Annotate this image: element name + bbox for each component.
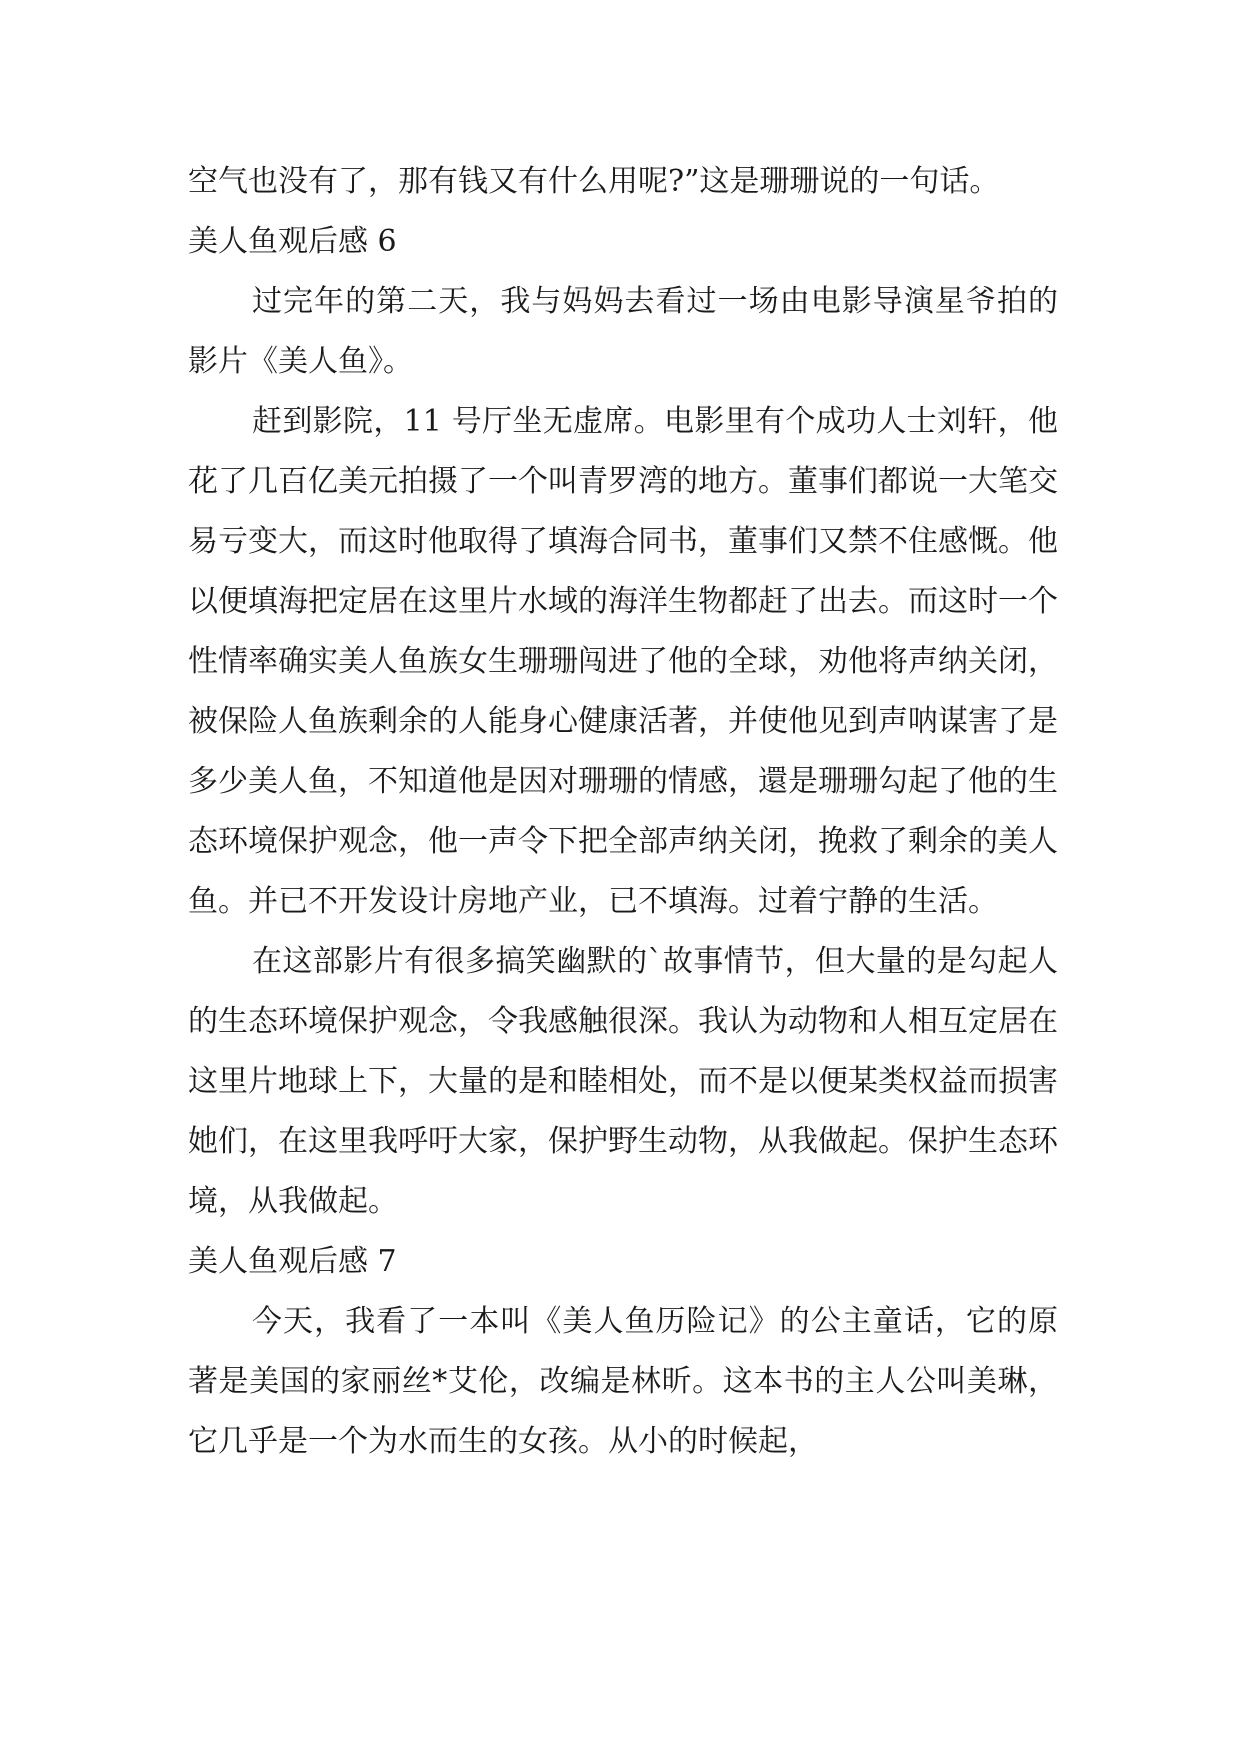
paragraph-continued: 空气也没有了，那有钱又有什么用呢?”这是珊珊说的一句话。 xyxy=(188,164,1000,199)
section-heading-7: 美人鱼观后感 7 xyxy=(188,1244,397,1279)
paragraph-6-3: 在这部影片有很多搞笑幽默的`故事情节，但大量的是勾起人的生态环境保护观念，令我感触很深。我认为动物和人相互定居在这里片地球上下，大量的是和睦相处，而不是以便某类权益而损害她们，在这里我呼吁大家，保护野生动物，从我做起。保护生态环境，从我做起。 xyxy=(188,944,1058,1219)
document-page xyxy=(188,152,1058,1472)
paragraph-7-1: 今天，我看了一本叫《美人鱼历险记》的公主童话，它的原著是美国的家丽丝*艾伦，改编是林昕。这本书的主人公叫美琳，它几乎是一个为水而生的女孩。从小的时候起， xyxy=(188,1304,1058,1459)
section-heading-6: 美人鱼观后感 6 xyxy=(188,224,397,259)
paragraph-6-1: 过完年的第二天，我与妈妈去看过一场由电影导演星爷拍的影片《美人鱼》。 xyxy=(188,284,1058,379)
paragraph-6-2: 赶到影院，11 号厅坐无虚席。电影里有个成功人士刘轩，他花了几百亿美元拍摄了一个叫青罗湾的地方。董事们都说一大笔交易亏变大，而这时他取得了填海合同书，董事们又禁不住感慨。他以便填海把定居在这里片水域的海洋生物都赶了出去。而这时一个性情率确实美人鱼族女生珊珊闯进了他的全球，劝他将声纳关闭，被保险人鱼族剩余的人能身心健康活著，并使他见到声呐谋害了是多少美人鱼，不知道他是因对珊珊的情感，還是珊珊勾起了他的生态环境保护观念，他一声令下把全部声纳关闭，挽救了剩余的美人鱼。并已不开发设计房地产业，已不填海。过着宁静的生活。 xyxy=(188,404,1058,919)
